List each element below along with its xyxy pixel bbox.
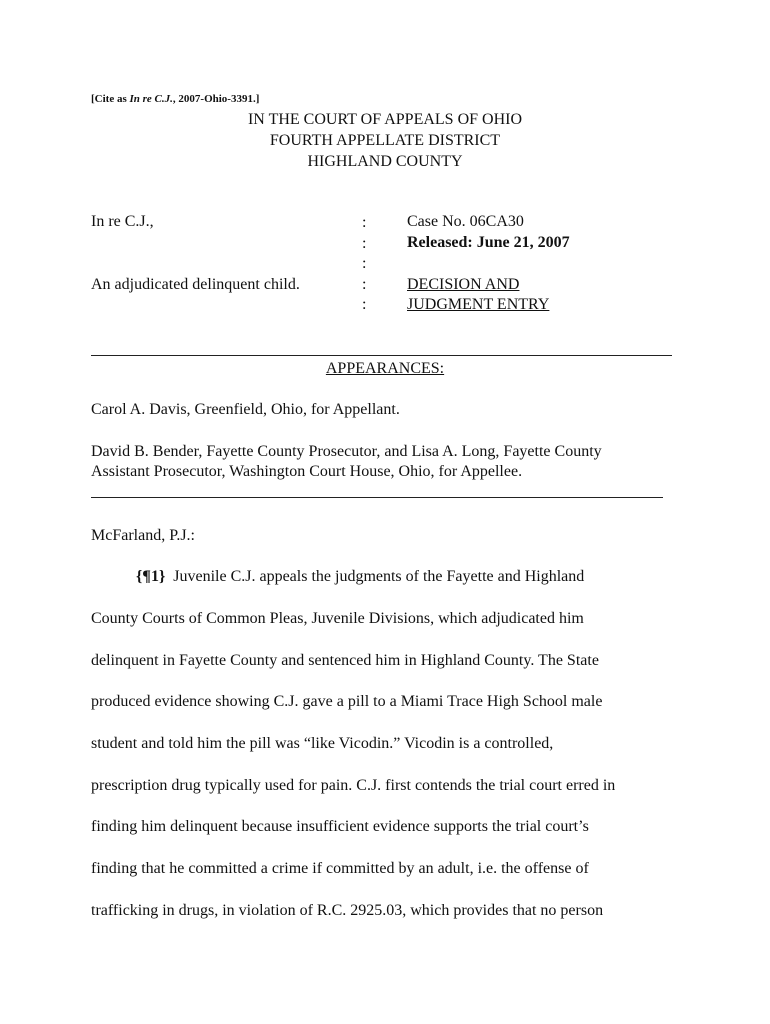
citation-header: [Cite as In re C.J., 2007-Ohio-3391.] — [91, 93, 260, 105]
caption-party: In re C.J., — [91, 213, 154, 230]
entry-type-line2: JUDGMENT ENTRY — [407, 296, 550, 313]
opinion-line: County Courts of Common Pleas, Juvenile Divisions, which adjudicated him — [91, 610, 584, 627]
divider-rule-bottom — [91, 497, 663, 498]
caption-party-description: An adjudicated delinquent child. — [91, 276, 300, 293]
opinion-line: finding that he committed a crime if committed by an adult, i.e. the offense of — [91, 860, 589, 877]
opinion-author: McFarland, P.J.: — [91, 527, 195, 544]
caption-separator-column: : : : : : — [362, 214, 367, 313]
court-county: HIGHLAND COUNTY — [307, 153, 463, 170]
appellant-counsel: Carol A. Davis, Greenfield, Ohio, for Appellant. — [91, 401, 400, 418]
entry-type-line1: DECISION AND — [407, 276, 520, 293]
appellee-counsel-line1: David B. Bender, Fayette County Prosecutor, and Lisa A. Long, Fayette County — [91, 443, 602, 460]
court-name: IN THE COURT OF APPEALS OF OHIO — [247, 111, 523, 128]
release-date: Released: June 21, 2007 — [407, 234, 570, 251]
case-number: Case No. 06CA30 — [407, 213, 524, 230]
opinion-line: produced evidence showing C.J. gave a pill to a Miami Trace High School male — [91, 693, 603, 710]
court-district: FOURTH APPELLATE DISTRICT — [269, 132, 501, 149]
opinion-line: delinquent in Fayette County and sentenced him in Highland County. The State — [91, 652, 599, 669]
opinion-line: trafficking in drugs, in violation of R.C. 2925.03, which provides that no person — [91, 902, 604, 919]
opinion-line: student and told him the pill was “like Vicodin.” Vicodin is a controlled, — [91, 735, 554, 752]
opinion-line: finding him delinquent because insufficient evidence supports the trial court’s — [91, 818, 589, 835]
divider-rule-top — [91, 355, 672, 356]
opinion-paragraph-first-line: {¶1} Juvenile C.J. appeals the judgments of the Fayette and Highland — [136, 568, 585, 585]
appellee-counsel-line2: Assistant Prosecutor, Washington Court House, Ohio, for Appellee. — [91, 463, 523, 480]
paragraph-marker: {¶1} — [136, 568, 166, 585]
appearances-heading: APPEARANCES: — [325, 360, 445, 377]
opinion-line: prescription drug typically used for pain. C.J. first contends the trial court erred in — [91, 777, 616, 794]
court-title-block — [0, 109, 770, 172]
